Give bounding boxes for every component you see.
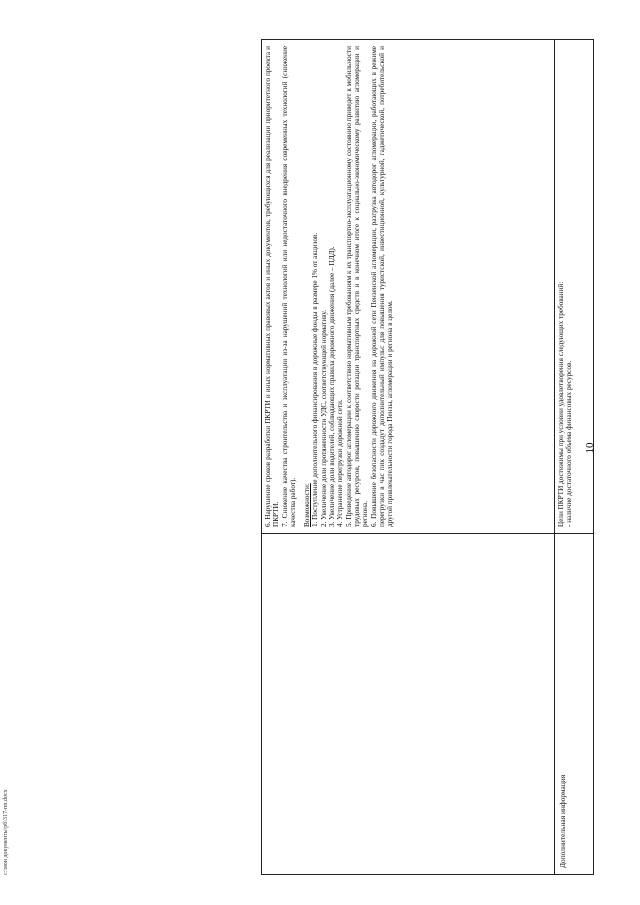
threat-item-6: 6. Нарушение сроков разработки ПКРТИ и иных нормативных правовых актов и иных документов, требующихся для реализации приоритетного проекта и ПКРТИ. <box>264 46 281 527</box>
opportunity-item-4: 4. Устранение перегрузки дорожной сети. <box>336 399 345 527</box>
table-cell-label <box>262 533 554 874</box>
table-cell-content <box>555 40 593 533</box>
opportunities-heading: Возможности: <box>303 483 312 527</box>
table-row <box>555 40 593 874</box>
table-cell-content <box>262 40 554 533</box>
page-number: 10 <box>584 442 596 454</box>
table-cell-label <box>555 533 593 874</box>
opportunity-item-1: 1. Поступление дополнительного финансирования в дорожные фонды в размере 1% от акцизов. <box>311 232 320 527</box>
document-footer-path: c:\мои документы\рб\317-пп.docx <box>3 789 9 875</box>
opportunity-item-5: 5. Приведение автодорог агломерации к соответствию нормативным требованиям к их транспортно-эксплуатационному состоянию приведет к мобильности трудовых ресурсов, повышению скорости ротации транспортных средств и в конечном итоге к социально-экономическому развитию агломерации и региона. <box>344 46 370 527</box>
goals-intro: Цели ПКРТИ достижимы при условии удовлетворения следующих требований: <box>557 281 565 527</box>
opportunity-item-6: 6. Повышение безопасности дорожного движения на дорожной сети Пензенской агломерации, разгрузка автодорог агломерации, работающих в режиме перегрузки в час пик создадут дополнительный импульс для повышения туристской, инвестиционной, культурной, гаджетической, потребительской и другой привлекательности города Пензы, агломерации и региона в целом. <box>369 46 395 527</box>
threat-item-7: 7. Снижение качества строительства и эксплуатации из-за нарушений технологий или недостаточного внедрения современных технологий (снижение качества работ). <box>280 46 297 527</box>
opportunity-item-2: 2. Увеличение доли протяженности УДС, соответствующей нормативу. <box>319 310 328 527</box>
goals-requirement: - наличие достаточного объема финансовых ресурсов. <box>565 360 574 527</box>
info-table <box>261 39 594 875</box>
additional-info-label: Дополнительная информация <box>558 774 567 868</box>
table-row <box>262 40 555 874</box>
opportunity-item-3: 3. Увеличение доли водителей, соблюдающих правила дорожного движения (далее – ПДД). <box>328 246 337 527</box>
